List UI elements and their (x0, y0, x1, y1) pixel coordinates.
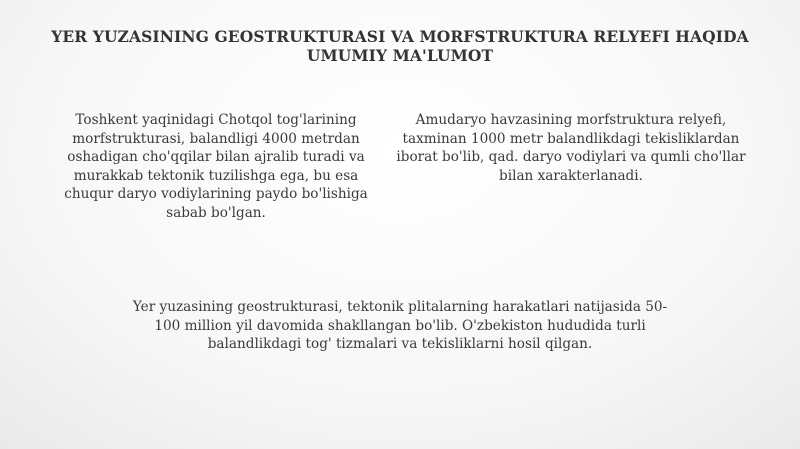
left-text-block: Toshkent yaqinidagi Chotqol tog'larining morfstrukturasi, balandligi 4000 metrdan oshadigan cho'qqilar bilan ajralib turadi va murakkab tektonik tuzilishga ega, bu esa chuqur daryo vodiylarining paydo bo'lishiga sabab bo'lgan. (64, 112, 368, 221)
slide-title: YER YUZASINING GEOSTRUKTURASI VA MORFSTRUKTURA RELYEFI HAQIDA UMUMIY MA'LUMOT (51, 27, 749, 65)
bottom-text-block: Yer yuzasining geostrukturasi, tektonik plitalarning harakatlari natijasida 50-100 million yil davomida shakllangan bo'lib. O'zbekiston hududida turli balandlikdagi tog' tizmalari va tekisliklarni hosil qilgan. (132, 299, 668, 352)
right-text-block: Amudaryo havzasining morfstruktura relyefi, taxminan 1000 metr balandlikdagi tekisliklardan iborat bo'lib, qad. daryo vodiylari va qumli cho'llar bilan xarakterlanadi. (396, 112, 746, 184)
